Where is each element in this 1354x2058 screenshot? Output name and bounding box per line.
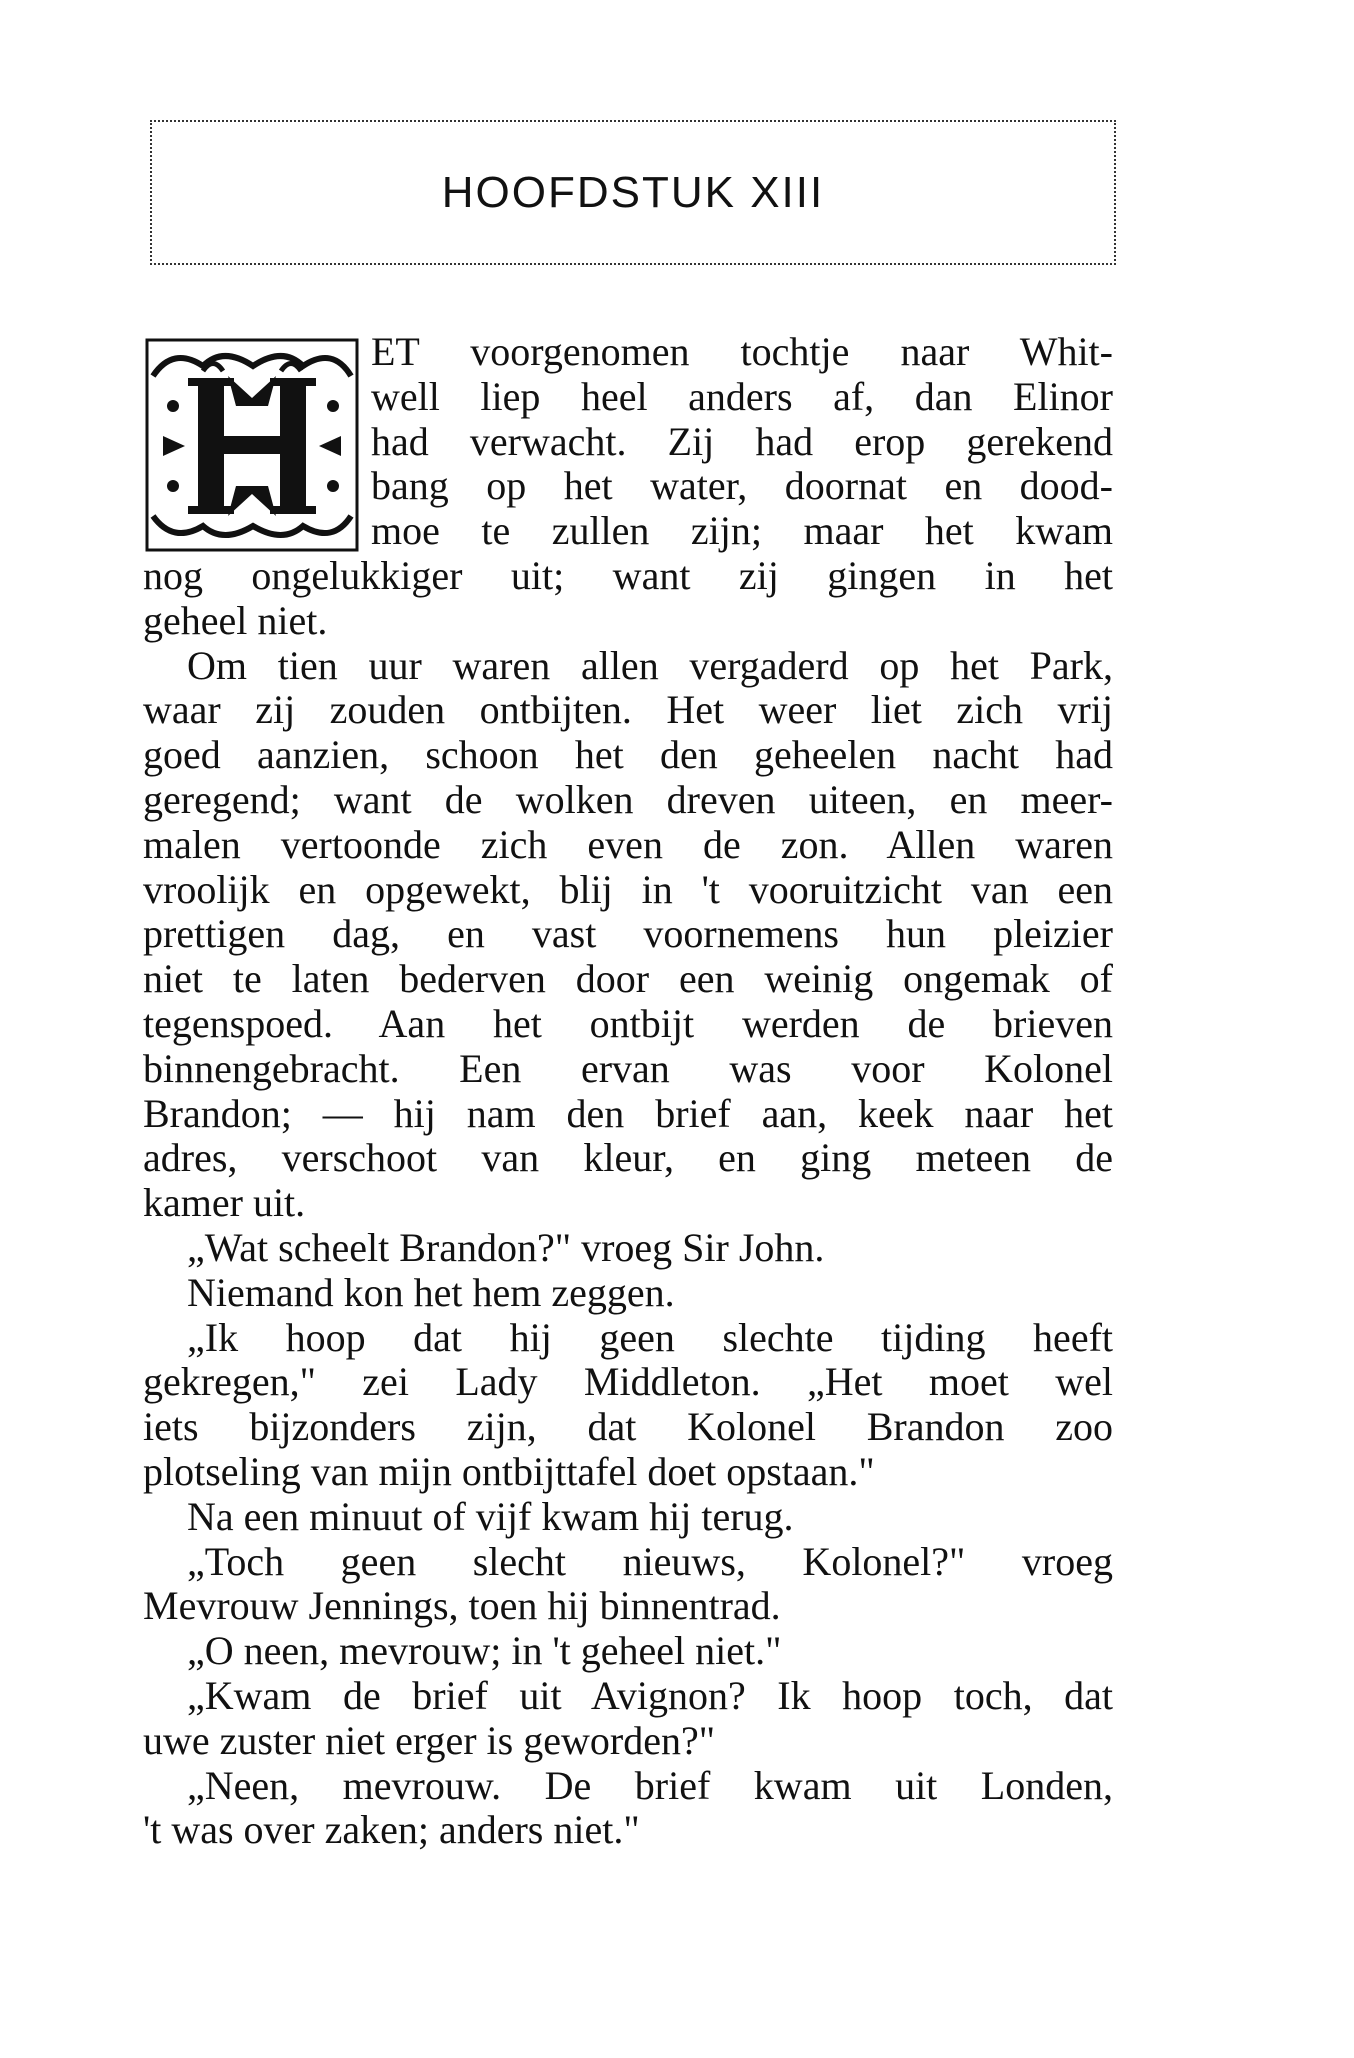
text-line: „Toch geen slecht nieuws, Kolonel?" vroeg: [187, 1538, 1113, 1584]
text-line: Om tien uur waren allen vergaderd op het Park,: [187, 642, 1113, 688]
text-line: plotseling van mijn ontbijttafel doet opstaan.": [143, 1448, 875, 1494]
text-line: geregend; want de wolken dreven uiteen, en meer-: [143, 776, 1113, 822]
text-line: binnengebracht. Een ervan was voor Kolonel: [143, 1045, 1113, 1091]
text-line: niet te laten bederven door een weinig ongemak of: [143, 956, 1113, 1002]
text-line: gekregen," zei Lady Middleton. „Het moet wel: [143, 1359, 1113, 1405]
text-line: kamer uit.: [143, 1180, 306, 1226]
text-line: bang op het water, doornat en dood-: [371, 463, 1113, 509]
text-line: Brandon; — hij nam den brief aan, keek naar het: [143, 1090, 1113, 1136]
text-line: adres, verschoot van kleur, en ging meteen de: [143, 1135, 1113, 1181]
text-line: „O neen, mevrouw; in 't geheel niet.": [187, 1628, 782, 1674]
text-line: had verwacht. Zij had erop gerekend: [371, 418, 1113, 464]
text-line: ET voorgenomen tochtje naar Whit-: [371, 329, 1113, 374]
body-text: [143, 330, 1113, 1853]
text-line: well liep heel anders af, dan Elinor: [371, 373, 1113, 419]
text-line: vroolijk en opgewekt, blij in 't vooruitzicht van een: [143, 866, 1113, 912]
text-line: „Ik hoop dat hij geen slechte tijding heeft: [187, 1314, 1113, 1360]
text-line: uwe zuster niet erger is geworden?": [143, 1717, 716, 1763]
ornamental-dropcap-h: [143, 336, 361, 554]
text-line: waar zij zouden ontbijten. Het weer liet zich vrij: [143, 687, 1113, 733]
text-line: nog ongelukkiger uit; want zij gingen in het: [143, 552, 1113, 598]
text-line: Niemand kon het hem zeggen.: [187, 1269, 675, 1315]
text-line: „Kwam de brief uit Avignon? Ik hoop toch, dat: [187, 1672, 1113, 1718]
text-line: prettigen dag, en vast voornemens hun pleizier: [143, 911, 1113, 957]
chapter-title: HOOFDSTUK XIII: [441, 168, 825, 217]
text-line: tegenspoed. Aan het ontbijt werden de brieven: [143, 1000, 1113, 1046]
text-line: goed aanzien, schoon het den geheelen nacht had: [143, 732, 1113, 778]
text-line: Na een minuut of vijf kwam hij terug.: [187, 1493, 794, 1539]
text-line: moe te zullen zijn; maar het kwam: [371, 508, 1113, 554]
text-line: malen vertoonde zich even de zon. Allen waren: [143, 821, 1113, 867]
text-line: 't was over zaken; anders niet.": [143, 1807, 640, 1853]
text-line: iets bijzonders zijn, dat Kolonel Brandon zoo: [143, 1404, 1113, 1450]
text-line: Mevrouw Jennings, toen hij binnentrad.: [143, 1583, 781, 1629]
text-line: geheel niet.: [143, 597, 328, 643]
text-line: „Wat scheelt Brandon?" vroeg Sir John.: [187, 1224, 825, 1270]
chapter-heading-box: [150, 120, 1116, 265]
text-line: „Neen, mevrouw. De brief kwam uit Londen,: [187, 1762, 1113, 1808]
